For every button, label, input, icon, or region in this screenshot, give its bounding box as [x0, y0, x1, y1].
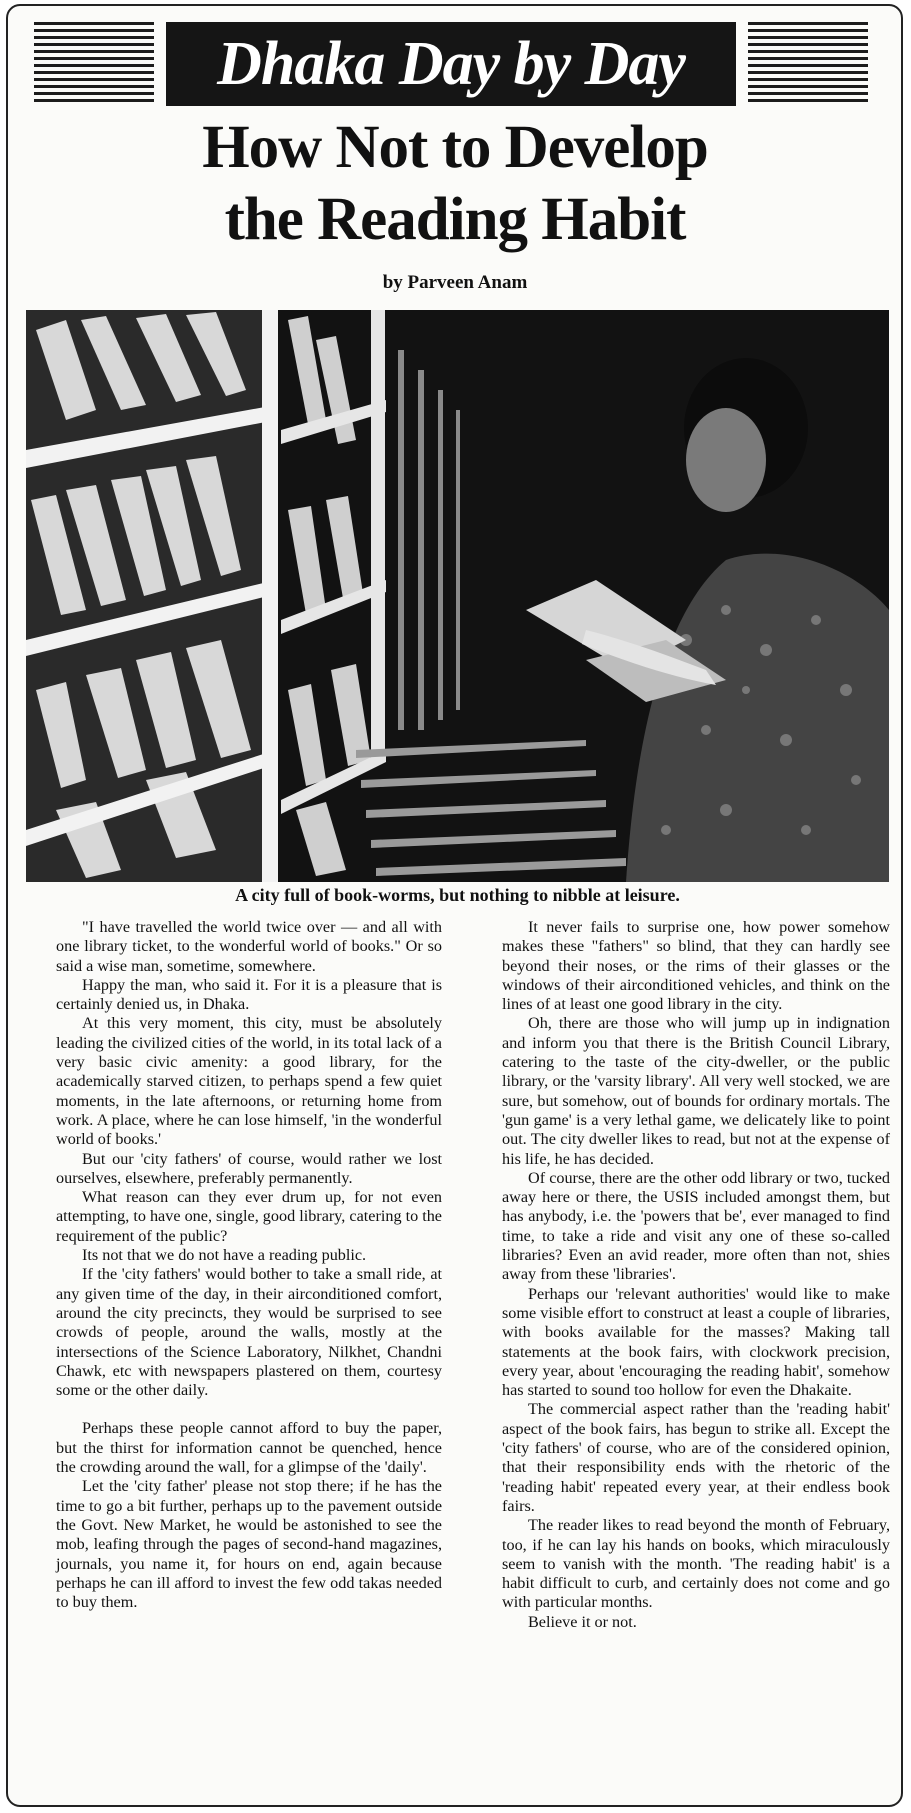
banner-stripes-right [748, 22, 868, 106]
paragraph: Let the 'city father' please not stop there; if he has the time to go a bit further, perhaps up to the pavement outside the Govt. New Market, he would be astonished to see the mob, leafing through the pages of second-hand magazines, journals, you name it, for hours on end, again because perhaps he can ill afford to invest the few odd takas needed to buy them. [56, 1477, 442, 1612]
paragraph: Perhaps our 'relevant authorities' would like to make some visible effort to construct at least a couple of libraries, with books available for the masses? Making tall statements at the book fairs, with clockwork precision, every year, about 'encouraging the reading habit', somehow has started to sound too hollow for even the Dhakaite. [502, 1284, 890, 1400]
paragraph: The reader likes to read beyond the month of February, too, if he can lay his hands on books, which miraculously seem to vanish with the month. 'The reading habit' is a habit difficult to curb, and certainly does not come and go with particular months. [502, 1516, 890, 1612]
paragraph: Believe it or not. [528, 1612, 637, 1631]
byline: by Parveen Anam [382, 272, 528, 293]
paragraph: Of course, there are the other odd library or two, tucked away here or there, the USIS included amongst them, but has anybody, i.e. the 'powers that be', ever managed to find time, to take a ride and visit any one of these so-called libraries? Even an avid reader, more often than not, shies away from these 'libraries'. [502, 1168, 890, 1284]
paragraph: The commercial aspect rather than the 'reading habit' aspect of the book fairs, has begun to strike all. Except the 'city fathers' of course, who are of the considered opinion, that their responsibility ends with the rhetoric of the 'reading habit' repeated every year, at their endless book fairs. [502, 1400, 890, 1515]
headline-line-1: How Not to Develop [202, 114, 708, 181]
article-photo [26, 310, 889, 882]
paragraph: Perhaps these people cannot afford to buy the paper, but the thirst for information cannot be quenched, hence the crowding around the wall, for a glimpse of the 'daily'. [56, 1419, 442, 1477]
paragraph: It never fails to surprise one, how power somehow makes these "fathers" so blind, that they can hardly see beyond their noses, or the rims of their glasses or the windows of their airconditioned vehicles, and think on the lines of at least one good library in the city. [502, 918, 890, 1014]
paragraph: "I have travelled the world twice over — and all with one library ticket, to the wonderful world of books." Or so said a wise man, sometime, somewhere. [56, 918, 442, 975]
paragraph: If the 'city fathers' would bother to take a small ride, at any given time of the day, in their airconditioned comfort, around the city precincts, they would be surprised to see crowds of people, around the walls, mostly at the intersections of the Science Laboratory, Nilkhet, Chandni Chawk, etc with newspapers plastered on them, courtesy some or the other daily. [56, 1265, 442, 1400]
banner-box [166, 22, 736, 106]
article-column-left [56, 918, 442, 1612]
headline [40, 112, 870, 256]
article-column-right [502, 918, 890, 1632]
paragraph: But our 'city fathers' of course, would rather we lost ourselves, elsewhere, preferably permanently. [56, 1149, 442, 1187]
headline-line-2: the Reading Habit [224, 186, 686, 253]
column-banner [34, 22, 868, 106]
banner-title: Dhaka Day by Day [217, 29, 685, 98]
banner-stripes-left [34, 22, 154, 106]
paragraph: Its not that we do not have a reading public. [82, 1246, 367, 1265]
paragraph: Oh, there are those who will jump up in indignation and inform you that there is the British Council Library, catering to the taste of the city-dweller, or the public library, or the 'varsity library'. All very well stocked, we are sure, but somehow, out of bounds for ordinary mortals. The 'gun game' is a very lethal game, we delicately like to point out. The city dweller likes to read, but not at the expense of his life, he has decided. [502, 1014, 890, 1168]
paragraph: What reason can they ever drum up, for not even attempting, to have one, single, good library, catering to the requirement of the public? [56, 1188, 442, 1245]
paragraph: Happy the man, who said it. For it is a pleasure that is certainly denied us, in Dhaka. [56, 975, 442, 1014]
photo-caption: A city full of book-worms, but nothing to nibble at leisure. [235, 885, 680, 905]
paragraph: At this very moment, this city, must be absolutely leading the civilized cities of the world, in its total lack of a very basic civic amenity: a good library, for the academically starved citizen, to perhaps spend a few quiet moments, in the late afternoons, or returning home from work. A place, where he can lose himself, 'in the wonderful world of books.' [56, 1014, 442, 1149]
